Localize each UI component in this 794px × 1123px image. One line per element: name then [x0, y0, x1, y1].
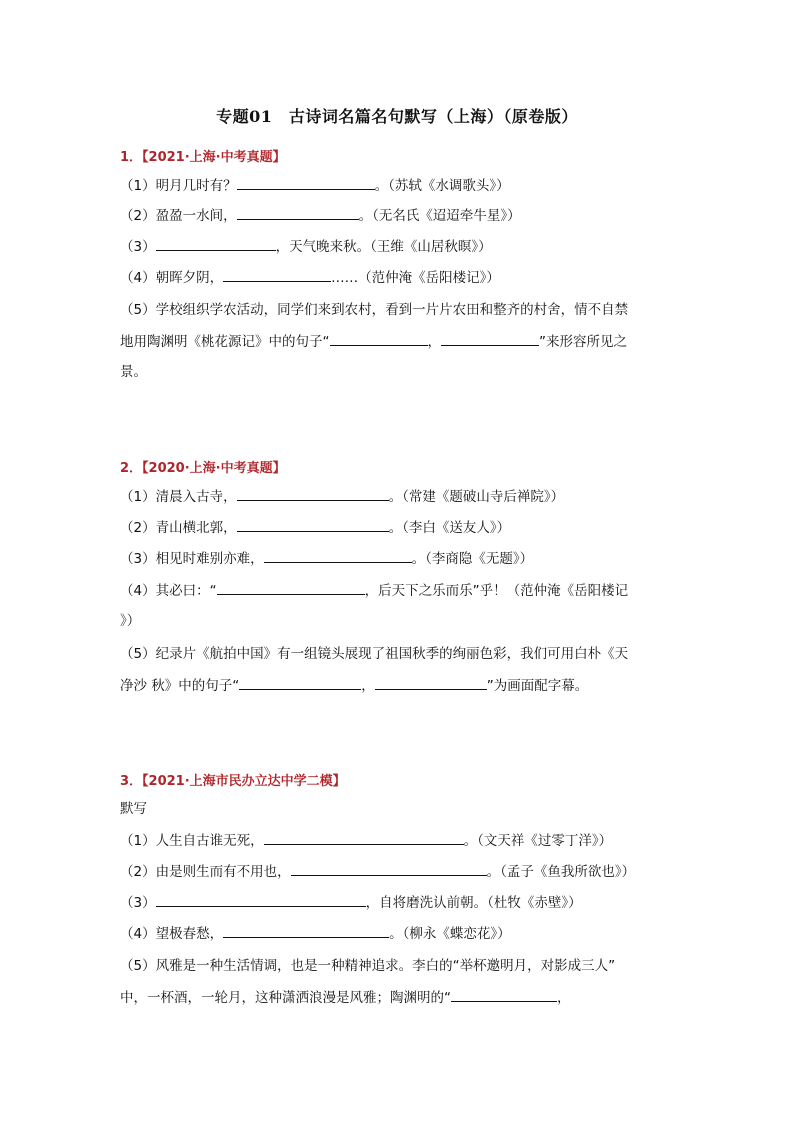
- q2-item-4-line-2: 》）: [120, 613, 141, 629]
- answer-blank[interactable]: [237, 205, 359, 220]
- answer-blank[interactable]: [217, 580, 365, 595]
- item-text: 。（苏轼《水调歌头》）: [374, 178, 510, 194]
- q1-item-2: [120, 205, 521, 226]
- q1-item-4: [120, 267, 500, 288]
- item-text: ，自将磨洗认前朝。（杜牧《赤壁》）: [365, 895, 582, 911]
- item-text: （2）青山横北郭，: [120, 520, 237, 536]
- q2-item-5-line-1: （5）纪录片《航拍中国》有一组镜头展现了祖国秋季的绚丽色彩，我们可用白朴《天: [120, 646, 629, 662]
- item-text: ，: [557, 990, 571, 1006]
- item-text: ，: [427, 334, 441, 350]
- answer-blank[interactable]: [237, 517, 389, 532]
- q1-item-3: [120, 236, 492, 257]
- answer-blank[interactable]: [330, 331, 428, 346]
- answer-blank[interactable]: [237, 175, 375, 190]
- item-text: （3）相见时难别亦难，: [120, 551, 264, 567]
- q3-item-5-line-1: （5）风雅是一种生活情调，也是一种精神追求。李白的“举杯邀明月，对影成三人”: [120, 958, 616, 974]
- answer-blank[interactable]: [451, 987, 557, 1002]
- item-text: 。（李白《送友人》）: [388, 520, 511, 536]
- item-text: 地用陶渊明《桃花源记》中的句子“: [120, 334, 330, 350]
- answer-blank[interactable]: [441, 331, 539, 346]
- q2-item-4: [120, 580, 628, 601]
- item-text: （3）: [120, 239, 156, 255]
- q3-subtitle: 默写: [120, 801, 147, 817]
- item-text: （4）其必曰：“: [120, 583, 217, 599]
- answer-blank[interactable]: [223, 923, 389, 938]
- item-text: 净沙 秋》中的句子“: [120, 678, 240, 694]
- item-text: 。（孟子《鱼我所欲也》）: [486, 864, 636, 880]
- question-3-header: [120, 770, 346, 789]
- answer-blank[interactable]: [264, 548, 412, 563]
- q1-item-1: [120, 175, 510, 196]
- question-source: 【2021·上海·中考真题】: [142, 150, 286, 165]
- question-number: 3．: [120, 774, 143, 789]
- q3-item-4: [120, 923, 511, 944]
- q2-item-2: [120, 517, 510, 538]
- item-text: （2）盈盈一水间，: [120, 208, 237, 224]
- answer-blank[interactable]: [264, 830, 464, 845]
- question-source: 【2020·上海·中考真题】: [142, 461, 286, 476]
- question-number: 1．: [120, 150, 143, 165]
- item-text: 中，一杯酒，一轮月，这种潇洒浪漫是风雅；陶渊明的“: [120, 990, 451, 1006]
- page-title: 专题01 古诗词名篇名句默写（上海）（原卷版）: [216, 107, 578, 126]
- item-text: （3）: [120, 895, 156, 911]
- question-1-header: [120, 146, 286, 165]
- answer-blank[interactable]: [375, 675, 487, 690]
- item-text: 。（李商隐《无题》）: [411, 551, 534, 567]
- question-2-header: [120, 457, 286, 476]
- item-text: 。（无名氏《迢迢牵牛星》）: [358, 208, 521, 224]
- item-text: ……（范仲淹《岳阳楼记》）: [331, 270, 500, 286]
- item-text: 。（柳永《蝶恋花》）: [389, 926, 511, 942]
- q3-item-3: [120, 892, 582, 913]
- item-text: （4）望极春愁，: [120, 926, 224, 942]
- item-text: （1）清晨入古寺，: [120, 489, 237, 505]
- answer-blank[interactable]: [223, 267, 331, 282]
- item-text: ，后天下之乐而乐”乎！（范仲淹《岳阳楼记: [364, 583, 629, 599]
- item-text: （1）人生自古谁无死，: [120, 833, 264, 849]
- item-text: ，天气晚来秋。（王维《山居秋暝》）: [275, 239, 492, 255]
- item-text: 。（常建《题破山寺后禅院》）: [388, 489, 565, 505]
- q2-item-3: [120, 548, 533, 569]
- item-text: （2）由是则生而有不用也，: [120, 864, 291, 880]
- answer-blank[interactable]: [237, 486, 389, 501]
- item-text: 。（文天祥《过零丁洋》）: [463, 833, 613, 849]
- item-text: ，: [361, 678, 375, 694]
- q1-item-5-line-3: 景。: [120, 364, 147, 380]
- q3-item-1: [120, 830, 612, 851]
- item-text: ”为画面配字幕。: [486, 678, 589, 694]
- item-text: （4）朝晖夕阴，: [120, 270, 224, 286]
- q1-item-5-line-1: （5）学校组织学农活动，同学们来到农村，看到一片片农田和整齐的村舍，情不自禁: [120, 302, 629, 318]
- q2-item-1: [120, 486, 564, 507]
- q2-item-5-line-2: [120, 675, 588, 696]
- answer-blank[interactable]: [291, 861, 487, 876]
- item-text: ”来形容所见之: [539, 334, 627, 350]
- question-source: 【2021·上海市民办立达中学二模】: [142, 774, 346, 789]
- q3-item-2: [120, 861, 635, 882]
- q1-item-5-line-2: [120, 331, 627, 352]
- answer-blank[interactable]: [156, 236, 276, 251]
- answer-blank[interactable]: [239, 675, 361, 690]
- q3-item-5-line-2: [120, 987, 571, 1008]
- answer-blank[interactable]: [156, 892, 366, 907]
- question-number: 2．: [120, 461, 143, 476]
- item-text: （1）明月几时有？: [120, 178, 237, 194]
